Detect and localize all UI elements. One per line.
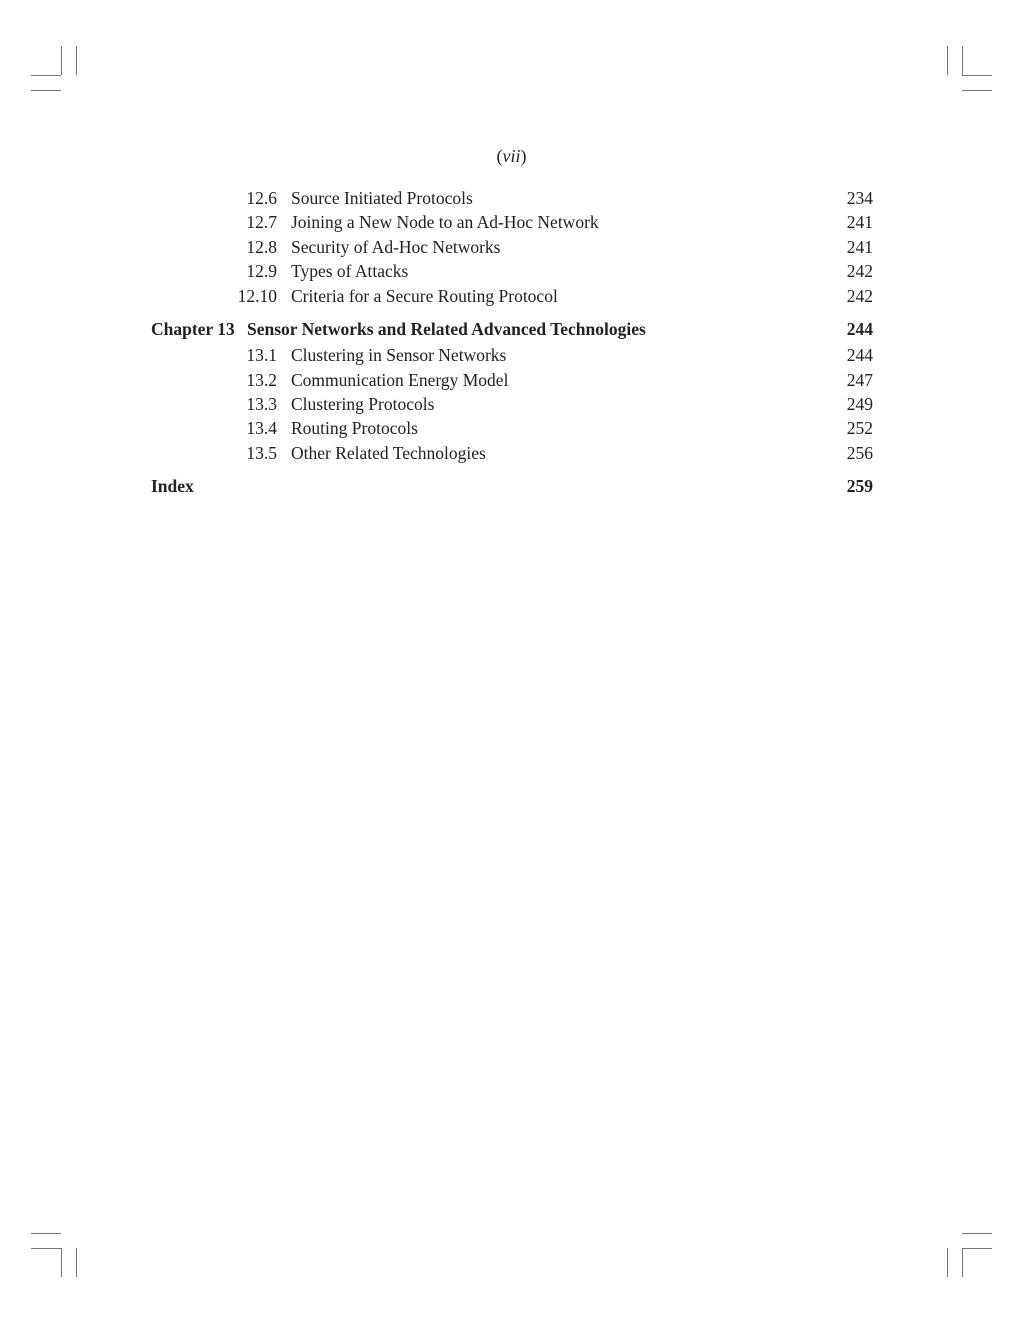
- section-title: Types of Attacks: [291, 261, 409, 281]
- section-page: 241: [846, 212, 873, 232]
- section-number: 12.6: [246, 188, 277, 208]
- section-page: 242: [846, 261, 873, 281]
- toc-entry[interactable]: [0, 186, 1023, 210]
- section-title: Clustering Protocols: [291, 394, 435, 414]
- section-number: 12.8: [246, 237, 277, 257]
- toc-entry[interactable]: [0, 284, 1023, 308]
- section-page: 247: [846, 370, 873, 390]
- section-title: Routing Protocols: [291, 418, 418, 438]
- chapter-page: 244: [846, 319, 873, 339]
- section-number: 13.1: [246, 345, 277, 365]
- section-page: 242: [846, 286, 873, 306]
- section-page: 252: [846, 418, 873, 438]
- toc-entry[interactable]: [0, 441, 1023, 465]
- toc-entry[interactable]: [0, 343, 1023, 367]
- section-title: Clustering in Sensor Networks: [291, 345, 507, 365]
- section-title: Security of Ad-Hoc Networks: [291, 237, 501, 257]
- section-page: 249: [846, 394, 873, 414]
- section-number: 12.7: [246, 212, 277, 232]
- section-page: 244: [846, 345, 873, 365]
- toc-entry[interactable]: [0, 368, 1023, 392]
- section-number: 13.3: [246, 394, 277, 414]
- chapter-label: Chapter 13: [151, 319, 235, 339]
- toc-entry[interactable]: [0, 210, 1023, 234]
- section-title: Criteria for a Secure Routing Protocol: [291, 286, 558, 306]
- page-number-value: vii: [502, 146, 521, 166]
- section-number: 12.9: [246, 261, 277, 281]
- section-title: Joining a New Node to an Ad-Hoc Network: [291, 212, 599, 232]
- section-page: 256: [846, 443, 873, 463]
- section-title: Source Initiated Protocols: [291, 188, 473, 208]
- section-number: 13.5: [246, 443, 277, 463]
- section-number: 13.2: [246, 370, 277, 390]
- index-entry[interactable]: [0, 474, 1023, 498]
- index-page: 259: [846, 476, 873, 496]
- chapter-heading[interactable]: [0, 317, 1023, 341]
- section-page: 234: [846, 188, 873, 208]
- section-title: Other Related Technologies: [291, 443, 486, 463]
- section-number: 13.4: [246, 418, 277, 438]
- page-number: (vii): [496, 146, 527, 166]
- chapter-title: Sensor Networks and Related Advanced Technologies: [247, 319, 646, 339]
- toc-entry[interactable]: [0, 259, 1023, 283]
- index-label: Index: [151, 476, 194, 496]
- toc-entry[interactable]: [0, 235, 1023, 259]
- section-title: Communication Energy Model: [291, 370, 509, 390]
- section-number: 12.10: [237, 286, 277, 306]
- toc-entry[interactable]: [0, 392, 1023, 416]
- section-page: 241: [846, 237, 873, 257]
- toc-entry[interactable]: [0, 416, 1023, 440]
